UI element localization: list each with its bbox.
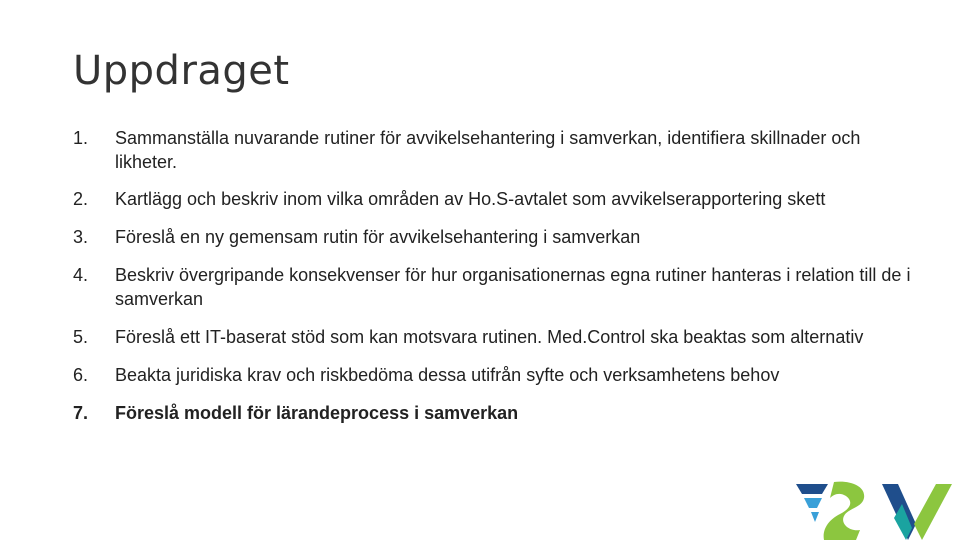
organization-logo [790, 478, 960, 540]
task-list [73, 126, 923, 425]
list-item-number: 5. [73, 327, 89, 347]
list-item [73, 325, 923, 349]
logo-stripe [804, 498, 822, 508]
list-item [73, 126, 923, 174]
list-item-number: 3. [73, 227, 89, 247]
logo-graphic [790, 478, 960, 540]
list-item-text: Föreslå ett IT-baserat stöd som kan motsvara rutinen. Med.Control ska beaktas som alternativ [115, 327, 864, 347]
slide-title: Uppdraget [73, 48, 290, 94]
list-item [73, 401, 923, 425]
list-item-number: 6. [73, 365, 89, 385]
logo-figure [824, 482, 865, 540]
list-item [73, 363, 923, 387]
list-item-text: Föreslå en ny gemensam rutin för avvikelsehantering i samverkan [115, 227, 641, 247]
logo-stripe [811, 512, 819, 522]
list-item-number: 1. [73, 128, 89, 148]
list-item-text: Beskriv övergripande konsekvenser för hur organisationernas egna rutiner hanteras i relation till de i samverkan [115, 265, 911, 309]
list-item [73, 225, 923, 249]
logo-stripe [796, 484, 828, 494]
list-item-text: Sammanställa nuvarande rutiner för avvikelsehantering i samverkan, identifiera skillnader och likheter. [115, 128, 861, 172]
list-item [73, 187, 923, 211]
list-item-text: Kartlägg och beskriv inom vilka områden av Ho.S-avtalet som avvikelserapportering skett [115, 189, 826, 209]
list-item-number: 4. [73, 265, 89, 285]
list-item-text: Beakta juridiska krav och riskbedöma dessa utifrån syfte och verksamhetens behov [115, 365, 780, 385]
list-item-number: 2. [73, 189, 89, 209]
list-item [73, 263, 923, 311]
list-item-number: 7. [73, 403, 89, 423]
logo-figure-dot [848, 518, 856, 526]
logo-v-right [914, 484, 952, 540]
list-item-text: Föreslå modell för lärandeprocess i samverkan [115, 403, 519, 423]
